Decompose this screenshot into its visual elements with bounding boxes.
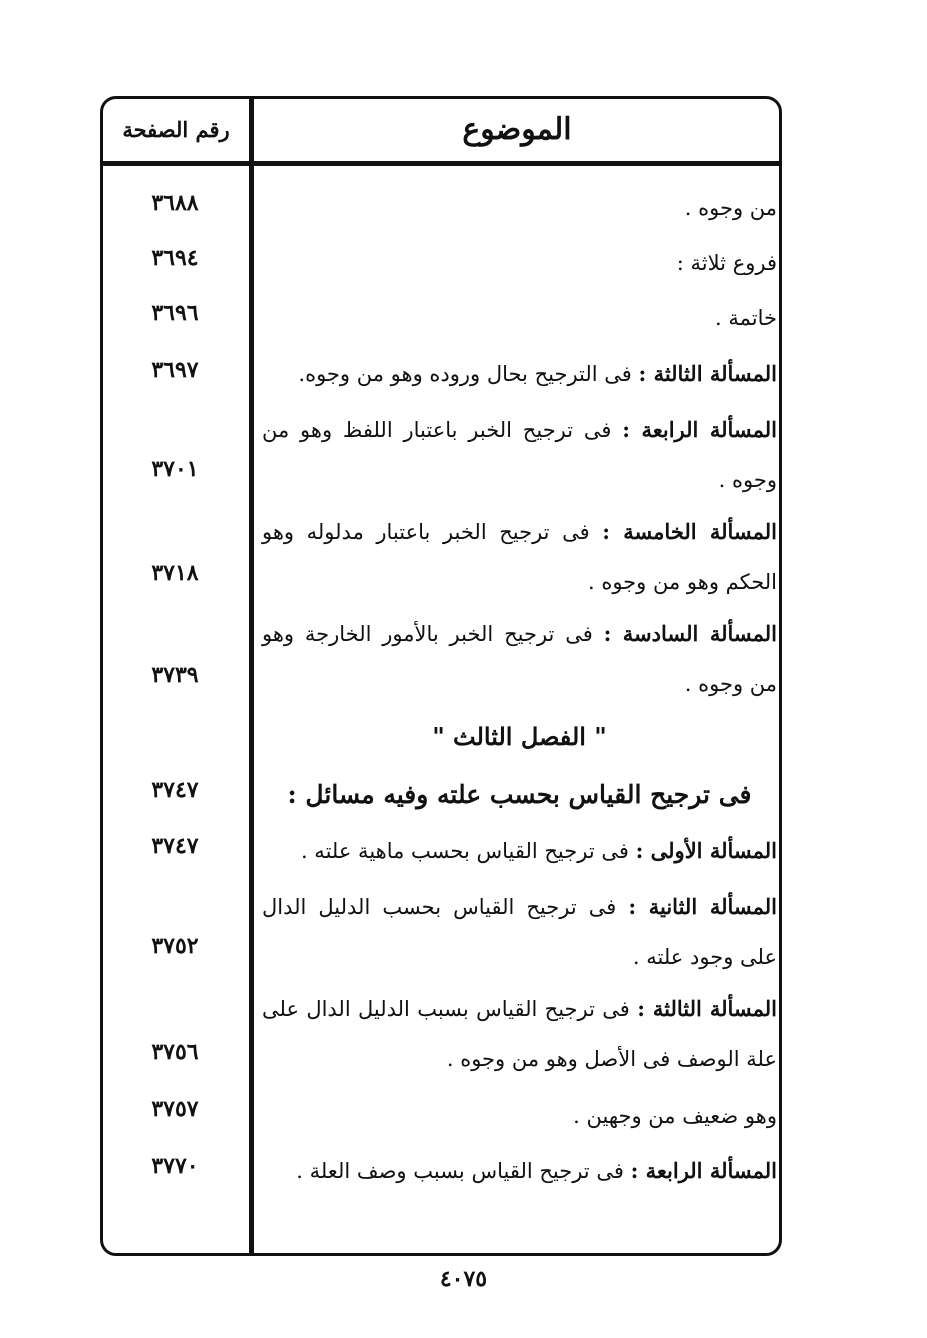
page-number: ٣٧٤٧ — [151, 777, 199, 803]
issue-heading: المسألة الأولى : — [635, 838, 777, 863]
table-row: المسألة الثالثة : فى ترجيح القياس بسبب الدليل الدال على علة الوصف فى الأصل وهو من وجوه . — [262, 996, 778, 1071]
table-row: المسألة الثالثة : فى الترجيح بحال وروده وهو من وجوه. — [298, 361, 777, 386]
page-number: ٣٦٩٤ — [151, 245, 199, 271]
chapter-heading: " الفصل الثالث " — [432, 722, 607, 751]
issue-heading: المسألة الثالثة : — [638, 361, 777, 386]
table-row: وهو ضعيف من وجهين . — [573, 1104, 777, 1128]
page-number: ٣٧٣٩ — [151, 662, 199, 688]
topic-column-header: الموضوع — [462, 111, 572, 147]
page-number: ٣٦٩٦ — [151, 300, 199, 326]
chapter-subheading: فى ترجيح القياس بحسب علته وفيه مسائل : — [287, 780, 752, 809]
toc-body — [100, 0, 782, 1338]
table-row: المسألة الخامسة : فى ترجيح الخبر باعتبار مدلوله وهو الحكم وهو من وجوه . — [262, 519, 777, 594]
page-number: ٣٧٧٠ — [151, 1153, 199, 1179]
page-number: ٣٧١٨ — [151, 560, 199, 586]
issue-heading: المسألة الرابعة : — [622, 417, 777, 442]
issue-heading: المسألة الرابعة : — [630, 1158, 777, 1183]
table-row: المسألة السادسة : فى ترجيح الخبر بالأمور الخارجة وهو من وجوه . — [262, 621, 777, 696]
table-row: من وجوه . — [684, 196, 777, 220]
page-column-header: رقم الصفحة — [122, 116, 230, 142]
page-number: ٣٦٩٧ — [151, 357, 199, 383]
page-number: ٣٦٨٨ — [151, 190, 199, 216]
issue-heading: المسألة الخامسة : — [602, 519, 777, 544]
issue-heading: المسألة السادسة : — [603, 621, 777, 646]
issue-heading: المسألة الثالثة : — [637, 996, 778, 1021]
page-number: ٣٧٠١ — [151, 456, 199, 482]
page-number: ٣٧٤٧ — [151, 833, 199, 859]
table-row: المسألة الرابعة : فى ترجيح القياس بسبب وصف العلة . — [296, 1158, 777, 1183]
table-row: المسألة الأولى : فى ترجيح القياس بحسب ماهية علته . — [300, 838, 777, 863]
page-footer-number: ٤٠٧٥ — [439, 1266, 488, 1292]
table-row: المسألة الثانية : فى ترجيح القياس بحسب الدليل الدال على وجود علته . — [262, 894, 777, 969]
page-number: ٣٧٥٦ — [151, 1039, 199, 1065]
page-number: ٣٧٥٧ — [151, 1096, 199, 1122]
table-row: فروع ثلاثة : — [676, 251, 777, 275]
page-number: ٣٧٥٢ — [151, 933, 199, 959]
table-row: المسألة الرابعة : فى ترجيح الخبر باعتبار اللفظ وهو من وجوه . — [262, 417, 777, 492]
table-row: خاتمة . — [715, 306, 777, 330]
issue-heading: المسألة الثانية : — [628, 894, 777, 919]
